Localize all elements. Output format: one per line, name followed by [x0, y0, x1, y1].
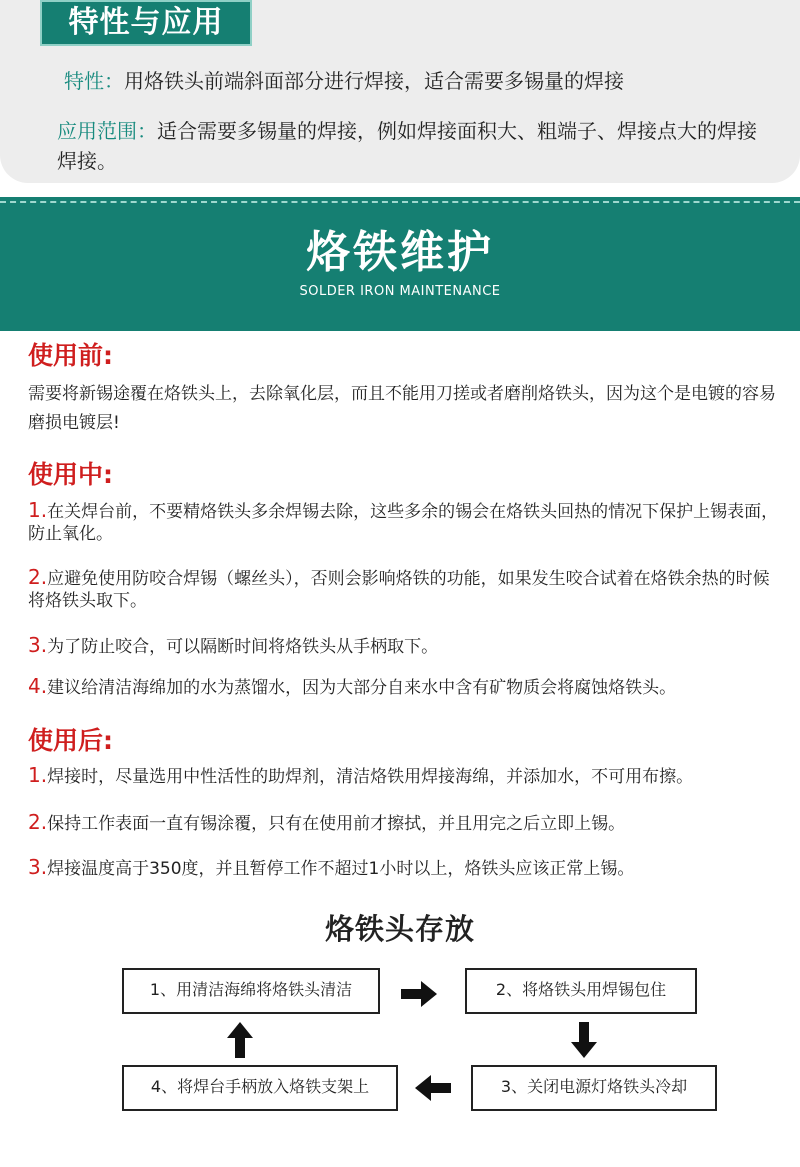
- item-number: 2.: [28, 565, 48, 589]
- after-use-item: [28, 811, 780, 835]
- banner-title: 烙铁维护: [306, 227, 494, 278]
- item-number: 3.: [28, 633, 48, 657]
- arrow-up-icon: [227, 1022, 253, 1058]
- item-text: 在关焊台前，不要精烙铁头多余焊锡去除，这些多余的锡会在烙铁头回热的情况下保护上锡表面，防止氧化。: [28, 502, 779, 544]
- storage-step-1: 1、用清洁海绵将烙铁头清洁: [122, 968, 380, 1014]
- arrow-right-icon: [401, 981, 437, 1007]
- during-use-item: [28, 634, 780, 658]
- during-use-heading: 使用中:: [28, 460, 113, 489]
- item-text: 建议给清洁海绵加的水为蒸馏水，因为大部分自来水中含有矿物质会将腐蚀烙铁头。: [47, 678, 677, 698]
- during-use-item: [28, 566, 780, 612]
- after-use-item: [28, 856, 780, 880]
- storage-title: 烙铁头存放: [324, 912, 475, 946]
- arrow-left-icon: [415, 1075, 451, 1101]
- item-text: 为了防止咬合，可以隔断时间将烙铁头从手柄取下。: [47, 637, 439, 657]
- application-text: 适合需要多锡量的焊接，例如焊接面积大、粗端子、焊接点大的焊接焊接。: [57, 119, 757, 173]
- storage-step-4: 4、将焊台手柄放入烙铁支架上: [122, 1065, 398, 1111]
- item-text: 保持工作表面一直有锡涂覆，只有在使用前才擦拭，并且用完之后立即上锡。: [47, 814, 626, 834]
- during-use-item: [28, 675, 780, 699]
- storage-step-3: 3、关闭电源灯烙铁头冷却: [471, 1065, 717, 1111]
- item-text: 焊接时，尽量选用中性活性的助焊剂，清洁烙铁用焊接海绵，并添加水，不可用布擦。: [47, 767, 694, 787]
- item-number: 2.: [28, 810, 48, 834]
- before-use-heading: 使用前:: [28, 341, 113, 370]
- after-use-item: [28, 764, 780, 788]
- during-use-item: [28, 499, 780, 545]
- item-number: 1.: [28, 763, 48, 787]
- banner-subtitle: SOLDER IRON MAINTENANCE: [299, 284, 501, 299]
- feature-text: 用烙铁头前端斜面部分进行焊接，适合需要多锡量的焊接: [124, 69, 624, 93]
- features-title: 特性与应用: [40, 0, 252, 46]
- item-number: 1.: [28, 498, 48, 522]
- item-text: 焊接温度高于350度，并且暂停工作不超过1小时以上，烙铁头应该正常上锡。: [47, 859, 635, 879]
- item-number: 3.: [28, 855, 48, 879]
- storage-step-2: 2、将烙铁头用焊锡包住: [465, 968, 697, 1014]
- application-label: 应用范围：: [57, 119, 157, 143]
- feature-line: [64, 64, 784, 98]
- application-line: [57, 116, 757, 176]
- arrow-down-icon: [571, 1022, 597, 1058]
- item-number: 4.: [28, 674, 48, 698]
- maintenance-banner: [0, 197, 800, 331]
- features-card: [0, 0, 800, 183]
- banner-dashed-divider: [0, 201, 800, 203]
- before-use-text: 需要将新锡途覆在烙铁头上，去除氧化层，而且不能用刀搓或者磨削烙铁头，因为这个是电镀的容易磨损电镀层!: [28, 384, 776, 433]
- after-use-heading: 使用后:: [28, 726, 113, 755]
- feature-label: 特性：: [64, 69, 124, 93]
- item-text: 应避免使用防咬合焊锡（螺丝头），否则会影响烙铁的功能，如果发生咬合试着在烙铁余热的时候将烙铁头取下。: [28, 569, 770, 611]
